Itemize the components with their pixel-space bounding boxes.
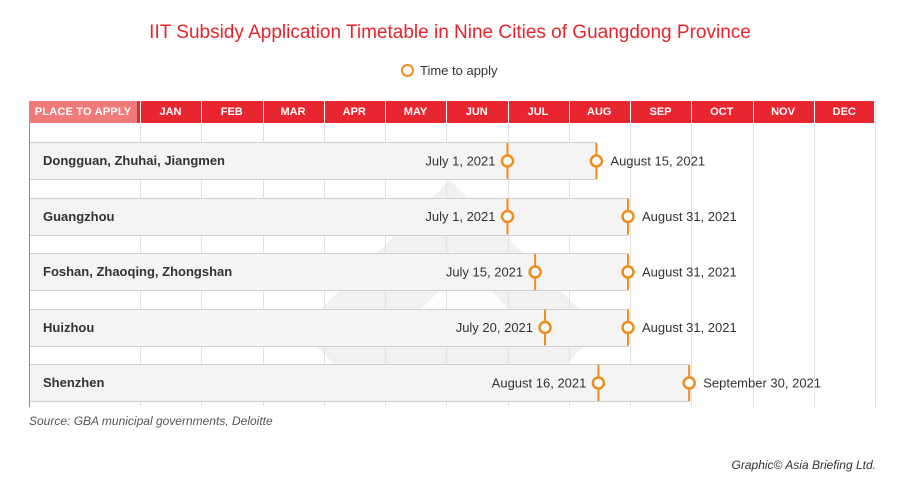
end-marker-point [623, 211, 634, 222]
month-label-mar: MAR [280, 106, 306, 118]
end-date-label: August 15, 2021 [610, 153, 706, 169]
start-marker-point [593, 378, 604, 389]
start-date-label: July 15, 2021 [445, 264, 524, 280]
row-place-label: Dongguan, Zhuhai, Jiangmen [43, 153, 225, 168]
graphic-credit: Graphic© Asia Briefing Ltd. [731, 458, 876, 472]
start-marker-point [502, 211, 513, 222]
start-marker-point [540, 322, 551, 333]
row-place-label: Shenzhen [43, 375, 105, 390]
month-label-sep: SEP [649, 106, 672, 118]
month-label-nov: NOV [771, 106, 795, 118]
end-marker-point [623, 267, 634, 278]
place-to-apply-header: PLACE TO APPLY [29, 101, 137, 123]
end-date-label: August 31, 2021 [642, 320, 737, 335]
month-label-jan: JAN [159, 106, 182, 118]
start-marker-point [530, 267, 541, 278]
month-label-jul: JUL [527, 106, 549, 118]
row-place-label: Huizhou [43, 319, 95, 335]
end-date-label: August 31, 2021 [642, 264, 737, 280]
end-marker-point [591, 156, 602, 167]
legend-label: Time to apply [420, 63, 498, 78]
start-date-label: July 1, 2021 [425, 153, 496, 169]
end-date-label: August 31, 2021 [642, 209, 737, 224]
start-date-label: July 20, 2021 [455, 320, 534, 335]
end-date-label: September 30, 2021 [703, 375, 822, 391]
row-place-label: Guangzhou [43, 208, 115, 224]
month-label-oct: OCT [710, 106, 734, 118]
end-marker-point [623, 322, 634, 333]
source-note: Source: GBA municipal governments, Deloitte [29, 414, 273, 428]
month-label-apr: APR [342, 106, 366, 118]
start-date-label: July 1, 2021 [425, 209, 496, 224]
month-label-feb: FEB [220, 106, 243, 118]
start-marker-point [502, 156, 513, 167]
month-label-aug: AUG [587, 106, 612, 118]
start-date-label: August 16, 2021 [491, 375, 587, 391]
end-marker-point [684, 378, 695, 389]
month-label-dec: DEC [832, 106, 856, 118]
month-label-jun: JUN [465, 106, 488, 118]
row-place-label: Foshan, Zhaoqing, Zhongshan [43, 264, 233, 279]
month-label-may: MAY [403, 106, 428, 118]
chart-title: IIT Subsidy Application Timetable in Nine Cities of Guangdong Province [149, 22, 751, 43]
